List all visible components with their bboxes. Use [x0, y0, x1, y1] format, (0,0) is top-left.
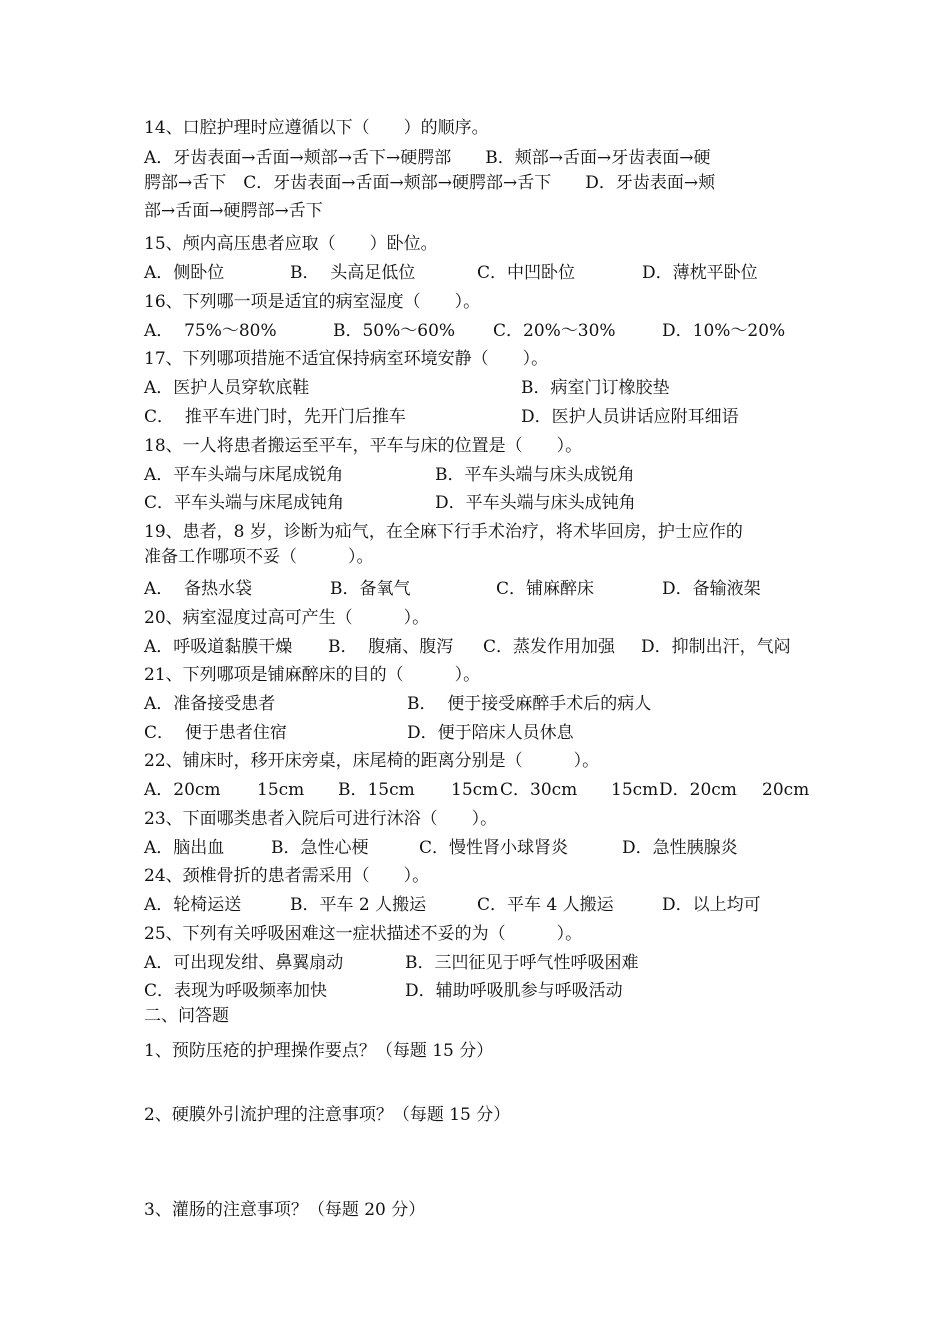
question-21-stem: 21、下列哪项是铺麻醉床的目的（ ）。 [144, 665, 481, 685]
option-a: A．轮椅运送 [144, 895, 242, 915]
question-16-stem: 16、下列哪一项是适宜的病室湿度（ ）。 [144, 292, 481, 312]
option-d: D．10%～20% [662, 321, 786, 341]
option-b: B．15cm [338, 780, 415, 800]
option-c: C．20%～30% [493, 321, 616, 341]
option-a: A． 备热水袋 [144, 579, 253, 599]
essay-question-2: 2、硬膜外引流护理的注意事项？（每题 15 分） [144, 1105, 511, 1125]
option-c: C．平车头端与床尾成钝角 [144, 493, 345, 513]
option-c: C． 推平车进门时，先开门后推车 [144, 407, 406, 427]
option-a: A．脑出血 [144, 838, 225, 858]
option-c: C． 便于患者住宿 [144, 723, 287, 743]
question-14-options-line-1: A．牙齿表面→舌面→颊部→舌下→硬腭部 B．颊部→舌面→牙齿表面→硬 [144, 148, 711, 168]
option-c: C．中凹卧位 [477, 263, 576, 283]
question-20-stem: 20、病室湿度过高可产生（ ）。 [144, 608, 430, 628]
option-c-second-value: 15cm [611, 780, 659, 800]
question-23-stem: 23、下面哪类患者入院后可进行沐浴（ ）。 [144, 809, 498, 829]
option-a: A．侧卧位 [144, 263, 225, 283]
option-b: B． 头高足低位 [290, 263, 416, 283]
option-c: C．慢性肾小球肾炎 [419, 838, 569, 858]
option-d: D．辅助呼吸肌参与呼吸活动 [405, 981, 623, 1001]
essay-question-1: 1、预防压疮的护理操作要点？（每题 15 分） [144, 1041, 494, 1061]
option-d: D．抑制出汗，气闷 [641, 637, 791, 657]
option-c: C．平车 4 人搬运 [477, 895, 614, 915]
question-19-stem-line-2: 准备工作哪项不妥（ ）。 [144, 547, 374, 567]
section-heading: 二、问答题 [144, 1006, 229, 1026]
option-b: B．50%～60% [333, 321, 456, 341]
option-c: C．铺麻醉床 [496, 579, 595, 599]
option-d: D．以上均可 [662, 895, 761, 915]
question-24-stem: 24、颈椎骨折的患者需采用（ ）。 [144, 866, 430, 886]
option-b: B． 便于接受麻醉手术后的病人 [407, 694, 652, 714]
option-d: D．薄枕平卧位 [642, 263, 758, 283]
option-c: C．30cm [500, 780, 578, 800]
option-d-second-value: 20cm [762, 780, 810, 800]
option-b: B．备氧气 [330, 579, 411, 599]
option-b: B．三凹征见于呼气性呼吸困难 [405, 953, 639, 973]
option-d: D．急性胰腺炎 [622, 838, 738, 858]
option-d: D．平车头端与床头成钝角 [435, 493, 636, 513]
option-d: D．便于陪床人员休息 [407, 723, 574, 743]
question-18-stem: 18、一人将患者搬运至平车，平车与床的位置是（ ）。 [144, 436, 583, 456]
option-b: B．平车 2 人搬运 [290, 895, 427, 915]
question-19-stem-line-1: 19、患者，8 岁，诊断为疝气，在全麻下行手术治疗，将术毕回房，护士应作的 [144, 522, 743, 542]
option-a: A．平车头端与床尾成锐角 [144, 465, 344, 485]
option-a: A．可出现发绀、鼻翼扇动 [144, 953, 344, 973]
essay-question-3: 3、灌肠的注意事项？（每题 20 分） [144, 1200, 426, 1220]
option-a: A．准备接受患者 [144, 694, 276, 714]
option-b-second-value: 15cm [451, 780, 499, 800]
option-c: C．表现为呼吸频率加快 [144, 981, 328, 1001]
question-25-stem: 25、下列有关呼吸困难这一症状描述不妥的为（ ）。 [144, 924, 583, 944]
question-14-options-line-2: 腭部→舌下 C．牙齿表面→舌面→颊部→硬腭部→舌下 D．牙齿表面→颊 [144, 173, 716, 193]
question-17-stem: 17、下列哪项措施不适宜保持病室环境安静（ ）。 [144, 349, 549, 369]
option-b: B．平车头端与床头成锐角 [435, 465, 635, 485]
question-22-stem: 22、铺床时，移开床旁桌，床尾椅的距离分别是（ ）。 [144, 751, 600, 771]
option-b: B．急性心梗 [271, 838, 369, 858]
option-a: A． 75%～80% [144, 321, 277, 341]
option-c: C．蒸发作用加强 [483, 637, 616, 657]
option-a-second-value: 15cm [257, 780, 305, 800]
option-a: A．20cm [144, 780, 221, 800]
option-d: D．备输液架 [662, 579, 761, 599]
option-a: A．医护人员穿软底鞋 [144, 378, 310, 398]
option-b: B．病室门订橡胶垫 [521, 378, 670, 398]
question-14-stem: 14、口腔护理时应遵循以下（ ）的顺序。 [144, 118, 489, 138]
option-d: D．医护人员讲话应附耳细语 [521, 407, 739, 427]
option-d: D．20cm [659, 780, 737, 800]
option-b: B． 腹痛、腹泻 [328, 637, 454, 657]
question-14-options-line-3: 部→舌面→硬腭部→舌下 [144, 201, 323, 221]
question-15-stem: 15、颅内高压患者应取（ ）卧位。 [144, 234, 438, 254]
option-a: A．呼吸道黏膜干燥 [144, 637, 293, 657]
